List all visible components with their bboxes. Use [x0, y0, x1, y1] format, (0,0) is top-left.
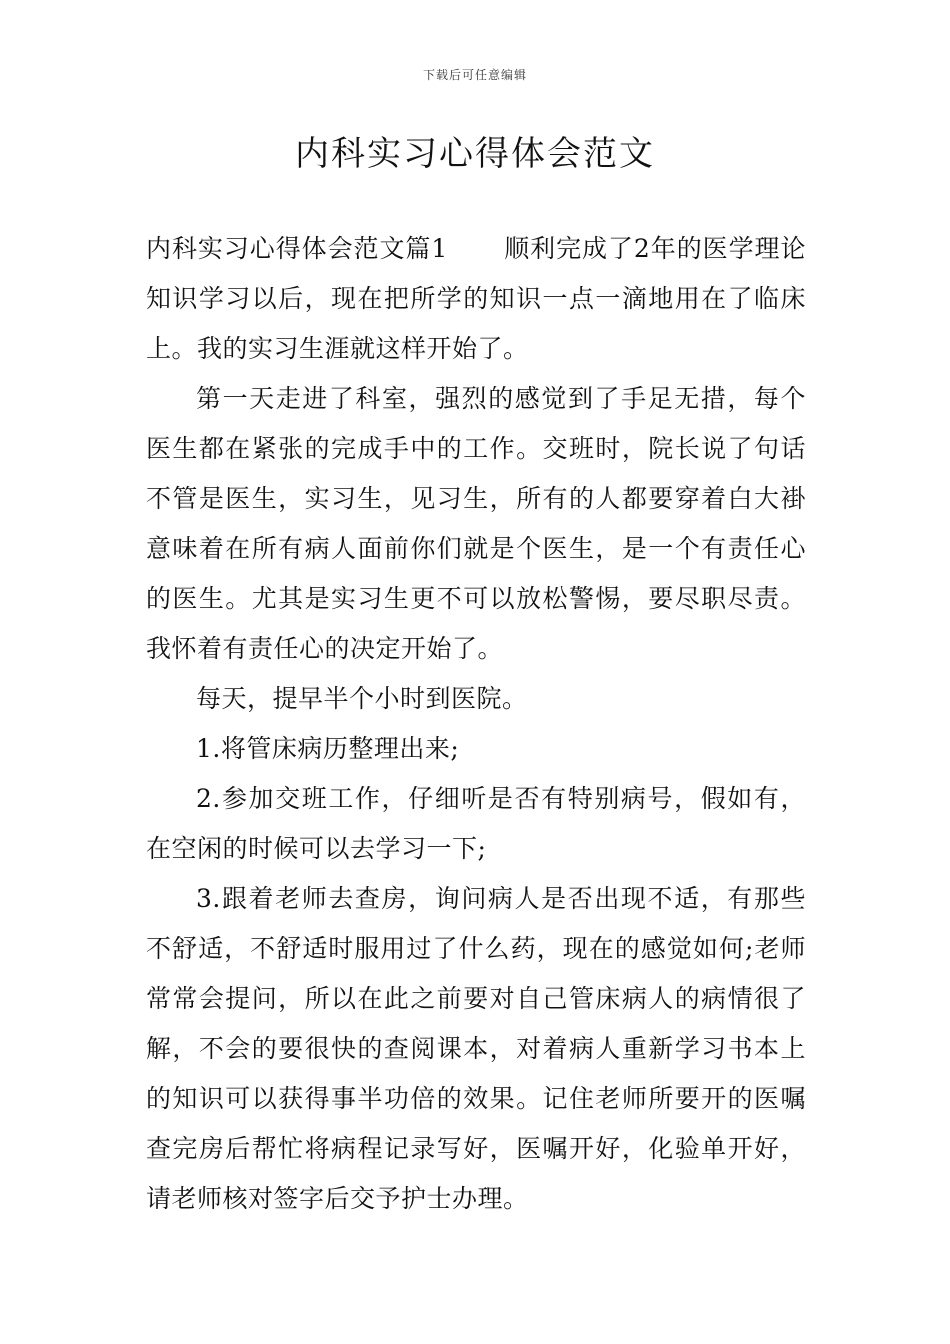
list-item-1: 1.将管床病历整理出来; [196, 734, 460, 763]
intro-text: 顺利完成了2年的医学理论知识学习以后，现在把所学的知识一点一滴地用在了临床上。我的实习生涯就这样开始了。 [146, 234, 806, 363]
list-item-2: 2.参加交班工作，仔细听是否有特别病号，假如有，在空闲的时候可以去学习一下; [146, 784, 806, 863]
intro-paragraph [146, 224, 806, 374]
document-title: 内科实习心得体会范文 [295, 134, 655, 174]
list-item-3: 3.跟着老师去查房，询问病人是否出现不适，有那些不舒适，不舒适时服用过了什么药，现在的感觉如何;老师常常会提问，所以在此之前要对自己管床病人的病情很了解，不会的要很快的查阅课本，对着病人重新学习书本上的知识可以获得事半功倍的效果。记住老师所要开的医嘱查完房后帮忙将病程记录写好，医嘱开好，化验单开好，请老师核对签字后交予护士办理。 [146, 884, 806, 1213]
header-note: 下载后可任意编辑 [422, 68, 527, 82]
intro-heading: 内科实习心得体会范文篇1 [146, 234, 448, 263]
document-body [146, 224, 806, 1224]
paragraph-daily-routine: 每天，提早半个小时到医院。 [196, 684, 528, 713]
paragraph-first-day: 第一天走进了科室，强烈的感觉到了手足无措，每个医生都在紧张的完成手中的工作。交班时，院长说了句话不管是医生，实习生，见习生，所有的人都要穿着白大褂意味着在所有病人面前你们就是个医生，是一个有责任心的医生。尤其是实习生更不可以放松警惕，要尽职尽责。我怀着有责任心的决定开始了。 [146, 384, 806, 663]
